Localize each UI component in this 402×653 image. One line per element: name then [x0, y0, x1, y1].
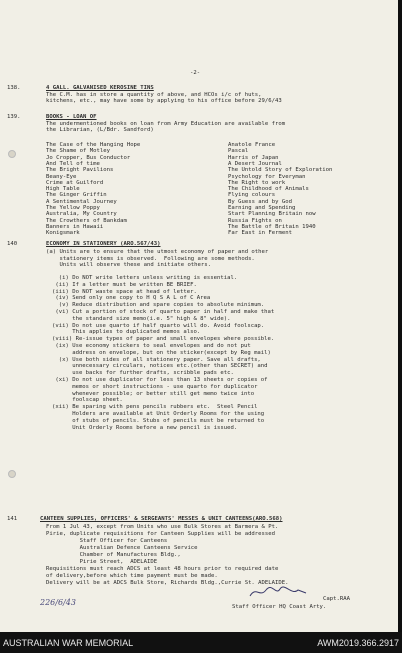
book-title: The Ginger Griffin — [46, 192, 107, 199]
list-item: whenever possible; or better still get memo twice into — [52, 390, 255, 397]
list-item: (v) Reduce distribution and spare copies to absolute minimum. — [52, 302, 265, 309]
list-item: use backs for further drafts, scribble pads etc. — [52, 370, 234, 377]
book-title: Banners in Hawaii — [46, 223, 104, 230]
section-heading: CANTEEN SUPPLIES, OFFICERS' & SERGEANTS' MESSES & UNIT CANTEENS(ARO.568) — [40, 516, 283, 522]
book-title: Australia, My Country — [46, 211, 117, 218]
book-title: Konigsmark — [46, 230, 80, 237]
section-line: the Librarian, (L/Bdr. Sandford) — [46, 127, 154, 133]
book-title: The Childhood of Animals — [228, 186, 309, 193]
section-number: 141 — [7, 516, 18, 522]
section-line: The C.M. has in store a quantity of above, and HCOs i/c of huts, — [46, 92, 262, 98]
book-title: By Guess and by God — [228, 198, 292, 205]
section-number: 139. — [7, 114, 21, 120]
list-item: (vi) Cut a portion of stock of quarto paper in half and make that — [52, 309, 275, 315]
section-line: stationery items is observed. Following are some methods. — [46, 255, 255, 262]
footer-source: AUSTRALIAN WAR MEMORIAL — [3, 638, 134, 648]
book-title: Beany-Eye — [46, 173, 77, 180]
list-item: This applies to duplicated memos also. — [52, 329, 201, 336]
book-title: The Battle of Britain 1940 — [228, 223, 316, 230]
list-item: (xii) Be sparing with pens pencils rubbers etc. Steel Pencil — [52, 404, 258, 411]
footer-bar — [0, 632, 402, 653]
section-line: kitchens, etc., may have some by applying to his office before 29/6/43 — [46, 98, 282, 104]
book-title: Pascal — [228, 148, 249, 155]
book-title: A Sentimental Journey — [46, 198, 117, 205]
list-item: (viii) Re-issue types of paper and small envelopes where possible. — [52, 336, 275, 343]
section-line: The undermentioned books on loan from Army Education are available from — [46, 121, 286, 127]
list-item: (ix) Use economy stickers to seal envelopes and do not put — [52, 343, 251, 349]
book-title: The Untold Story of Exploration — [228, 167, 333, 174]
signature-title: Staff Officer HQ Coast Arty. — [232, 604, 327, 610]
list-item: the standard size memo(i.e. 5" high & 8" wide). — [52, 315, 231, 322]
book-title: Flying colours — [228, 192, 276, 199]
section-number: 140 — [7, 241, 18, 247]
section-line: of delivery,before which time payment must be made. — [46, 573, 218, 579]
book-title: The Right to work — [228, 179, 286, 186]
section-heading: BOOKS - LOAN OF — [46, 114, 97, 120]
book-title: Crime at Guilford — [46, 179, 104, 186]
handwritten-note: 226/6/43 — [40, 598, 76, 607]
section-number: 138. — [7, 85, 21, 91]
book-title: A Desert Journal — [228, 160, 282, 167]
book-title: The Bright Pavilions — [46, 167, 114, 174]
book-title: Anatole France — [228, 142, 276, 148]
book-title: Psychology for Everyman — [228, 173, 306, 180]
book-title: Russia Fights on — [228, 217, 282, 224]
list-item: (x) Use both sides of all stationery paper. Save all drafts, — [52, 356, 261, 363]
list-item: foolscap sheet. — [52, 397, 123, 404]
list-item: Holders are available at Unit Orderly Rooms for the using — [52, 411, 265, 417]
book-title: The Crowthers of Bankdam — [46, 217, 127, 224]
punch-hole — [8, 470, 16, 478]
handwritten-signature — [248, 584, 308, 603]
section-heading: 4 GALL. GALVANISED KEROSINE TINS — [46, 85, 154, 91]
section-line: Units will observe these and initiate others. — [46, 262, 212, 268]
section-line: Pirie, duplicate requisitions for Canteen Supplies will be addressed — [46, 531, 276, 537]
list-item: (ii) If a letter must be written BE BRIEF. — [52, 281, 197, 288]
book-title: High Table — [46, 186, 80, 193]
list-item: (vii) Do not use quarto if half quarto will do. Avoid foolscap. — [52, 322, 265, 329]
list-item: (xi) Do not use duplicator for less than 13 sheets or copies of — [52, 377, 268, 383]
list-item: memos or short instructions - use quarto for duplicator — [52, 383, 258, 390]
section-line: Australian Defence Canteens Service — [46, 545, 198, 551]
footer-id: AWM2019.366.2917 — [317, 638, 399, 648]
book-title: Earning and Spending — [228, 205, 296, 211]
section-line: Delivery will be at ADCS Bulk Store, Richards Bldg.,Currie St. ADELAIDE. — [46, 580, 289, 586]
section-line: Pirie Street, ADELAIDE — [46, 559, 158, 565]
book-title: Jo Cropper, Bus Conductor — [46, 154, 131, 161]
book-title: Far East in Ferment — [228, 230, 292, 237]
section-line: Chamber of Manufactures Bldg., — [46, 552, 181, 558]
section-line: From 1 Jul 43, except from Units who use Bulk Stores at Barmera & Pt. — [46, 524, 279, 530]
list-item: address on envelope, but on the sticker(except by Reg mail) — [52, 349, 271, 356]
list-item: Unit Orderly Rooms before a new pencil is issued. — [52, 424, 238, 431]
section-line: (a) Units are to ensure that the utmost economy of paper and other — [46, 249, 269, 255]
section-heading: ECONOMY IN STATIONERY (ARO.567/43) — [46, 241, 161, 247]
list-item: unnecessary circulars, notices etc.(other than SECRET) and — [52, 363, 268, 370]
book-title: And Tell of time — [46, 160, 100, 167]
list-item: (iv) Send only one copy to H Q S A L of C Area — [52, 295, 211, 302]
signature-scribble-icon — [248, 584, 308, 600]
list-item: of stubs of pencils. Stubs of pencils must be returned to — [52, 417, 265, 424]
punch-hole — [8, 150, 16, 158]
book-title: Start Planning Britain now — [228, 211, 316, 218]
page-number: -2- — [190, 70, 201, 76]
section-line: Requisitions must reach ADCS at least 48 hours prior to required date — [46, 566, 279, 572]
book-title: The Shame of Motley — [46, 148, 110, 155]
section-line: Staff Officer for Canteens — [46, 538, 168, 544]
list-item: (i) Do NOT write letters unless writing is essential. — [52, 275, 238, 281]
list-item: (iii) Do NOT waste space at head of letter. — [52, 288, 197, 295]
book-title: The Case of the Hanging Hope — [46, 142, 141, 148]
book-title: The Yellow Poppy — [46, 205, 100, 211]
book-title: Harris of Japan — [228, 154, 279, 161]
signature-rank: Capt.RAA — [323, 596, 350, 602]
